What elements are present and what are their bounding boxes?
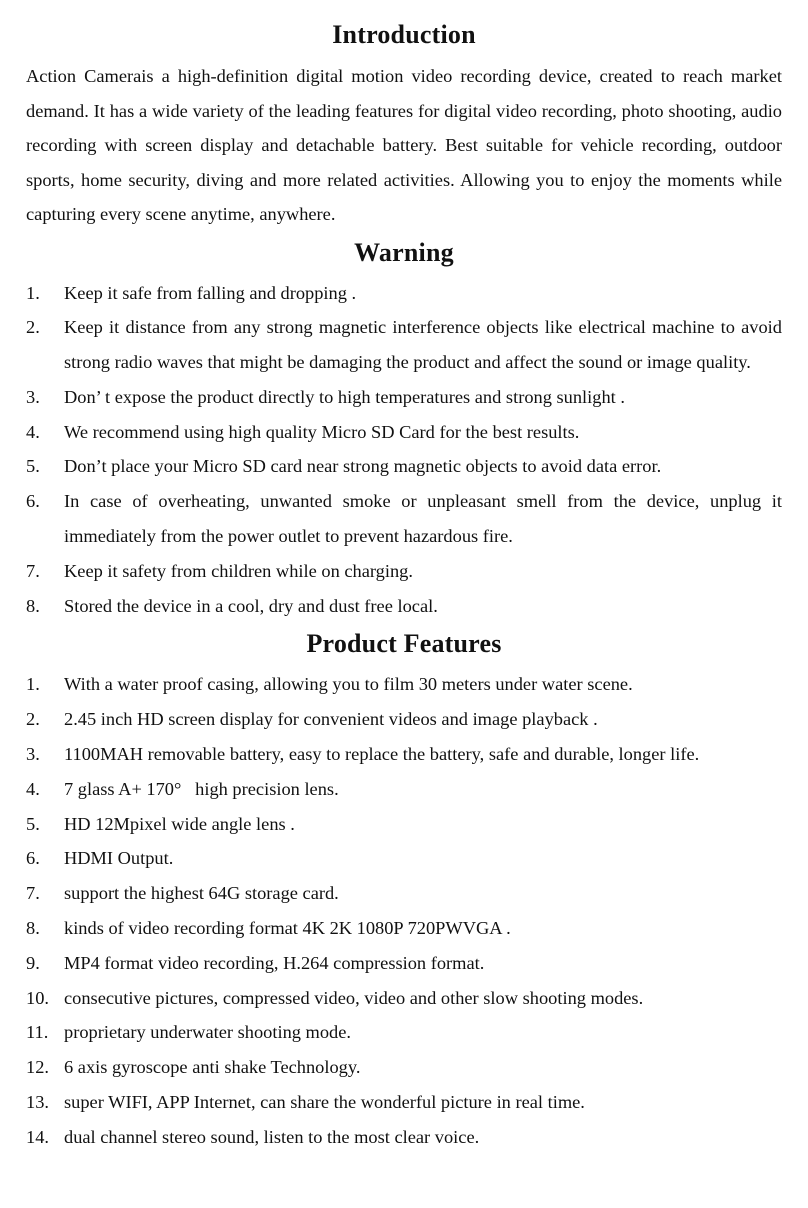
feature-item	[26, 1085, 782, 1120]
warning-item	[26, 415, 782, 450]
item-text: Keep it safe from falling and dropping .	[64, 282, 357, 303]
item-number: 2.	[26, 709, 40, 730]
item-number: 3.	[26, 386, 40, 407]
item-text: Stored the device in a cool, dry and dust free local.	[64, 595, 438, 616]
warning-item	[26, 380, 782, 415]
feature-item	[26, 1120, 782, 1155]
item-number: 10.	[26, 987, 49, 1008]
item-number: 4.	[26, 421, 40, 442]
item-number: 4.	[26, 778, 40, 799]
feature-item	[26, 737, 782, 772]
feature-item	[26, 981, 782, 1016]
feature-item	[26, 1050, 782, 1085]
warning-item	[26, 310, 782, 380]
item-text: proprietary underwater shooting mode.	[64, 1022, 352, 1043]
item-text: 2.45 inch HD screen display for convenient videos and image playback .	[64, 709, 598, 730]
document-page	[26, 18, 782, 1155]
item-text: 1100MAH removable battery, easy to replace the battery, safe and durable, longer life.	[64, 744, 700, 765]
warning-item	[26, 449, 782, 484]
introduction-heading: Introduction	[332, 20, 476, 49]
item-text: We recommend using high quality Micro SD Card for the best results.	[64, 421, 580, 442]
item-number: 12.	[26, 1057, 49, 1078]
item-text: kinds of video recording format 4K 2K 1080P 720PWVGA .	[64, 918, 511, 939]
item-text: consecutive pictures, compressed video, video and other slow shooting modes.	[64, 987, 644, 1008]
feature-item	[26, 772, 782, 807]
item-number: 11.	[26, 1022, 49, 1043]
warning-heading: Warning	[354, 237, 454, 267]
introduction-paragraph: Action Camerais a high-definition digital motion video recording device, created to reach market demand. It has a wide variety of the leading features for digital video recording, photo shooting, audio recording with screen display and detachable battery. Best suitable for vehicle recording, outdoor sports, home security, diving and more related activities. Allowing you to enjoy the moments while capturing every scene anytime, anywhere.	[26, 66, 782, 224]
item-text: support the highest 64G storage card.	[64, 883, 339, 904]
item-text: With a water proof casing, allowing you to film 30 meters under water scene.	[64, 674, 633, 695]
item-number: 5.	[26, 813, 40, 834]
product-features-heading: Product Features	[306, 629, 502, 659]
warning-item	[26, 484, 782, 554]
item-number: 2.	[26, 317, 40, 338]
item-text: Don’ t expose the product directly to high temperatures and strong sunlight .	[64, 386, 625, 407]
item-number: 9.	[26, 952, 40, 973]
item-number: 7.	[26, 560, 40, 581]
item-number: 14.	[26, 1126, 49, 1147]
item-number: 6.	[26, 491, 40, 512]
item-text: super WIFI, APP Internet, can share the wonderful picture in real time.	[64, 1092, 585, 1113]
item-text: HD 12Mpixel wide angle lens .	[64, 813, 295, 834]
features-list	[26, 667, 782, 1154]
item-number: 6.	[26, 848, 40, 869]
feature-item	[26, 946, 782, 981]
feature-item	[26, 876, 782, 911]
item-text: 6 axis gyroscope anti shake Technology.	[64, 1057, 361, 1078]
item-number: 13.	[26, 1092, 49, 1113]
feature-item	[26, 1015, 782, 1050]
item-number: 8.	[26, 595, 40, 616]
item-text: Don’t place your Micro SD card near strong magnetic objects to avoid data error.	[64, 456, 662, 477]
feature-item	[26, 702, 782, 737]
item-text: MP4 format video recording, H.264 compression format.	[64, 952, 485, 973]
item-number: 5.	[26, 456, 40, 477]
warning-item	[26, 589, 782, 624]
item-text: dual channel stereo sound, listen to the most clear voice.	[64, 1126, 480, 1147]
feature-item	[26, 841, 782, 876]
item-number: 1.	[26, 282, 40, 303]
item-number: 7.	[26, 883, 40, 904]
item-number: 1.	[26, 674, 40, 695]
item-text: Keep it distance from any strong magnetic interference objects like electrical machine to avoid strong radio waves that might be damaging the product and affect the sound or image quality.	[64, 317, 782, 373]
item-text: In case of overheating, unwanted smoke or unpleasant smell from the device, unplug it immediately from the power outlet to prevent hazardous fire.	[64, 491, 782, 547]
item-number: 3.	[26, 744, 40, 765]
warning-item	[26, 276, 782, 311]
feature-item	[26, 911, 782, 946]
item-text: HDMI Output.	[64, 848, 174, 869]
item-text: Keep it safety from children while on charging.	[64, 560, 413, 581]
item-number: 8.	[26, 918, 40, 939]
feature-item	[26, 667, 782, 702]
feature-item	[26, 807, 782, 842]
item-text: 7 glass A+ 170° high precision lens.	[64, 778, 339, 799]
warning-list	[26, 276, 782, 624]
warning-item	[26, 554, 782, 589]
